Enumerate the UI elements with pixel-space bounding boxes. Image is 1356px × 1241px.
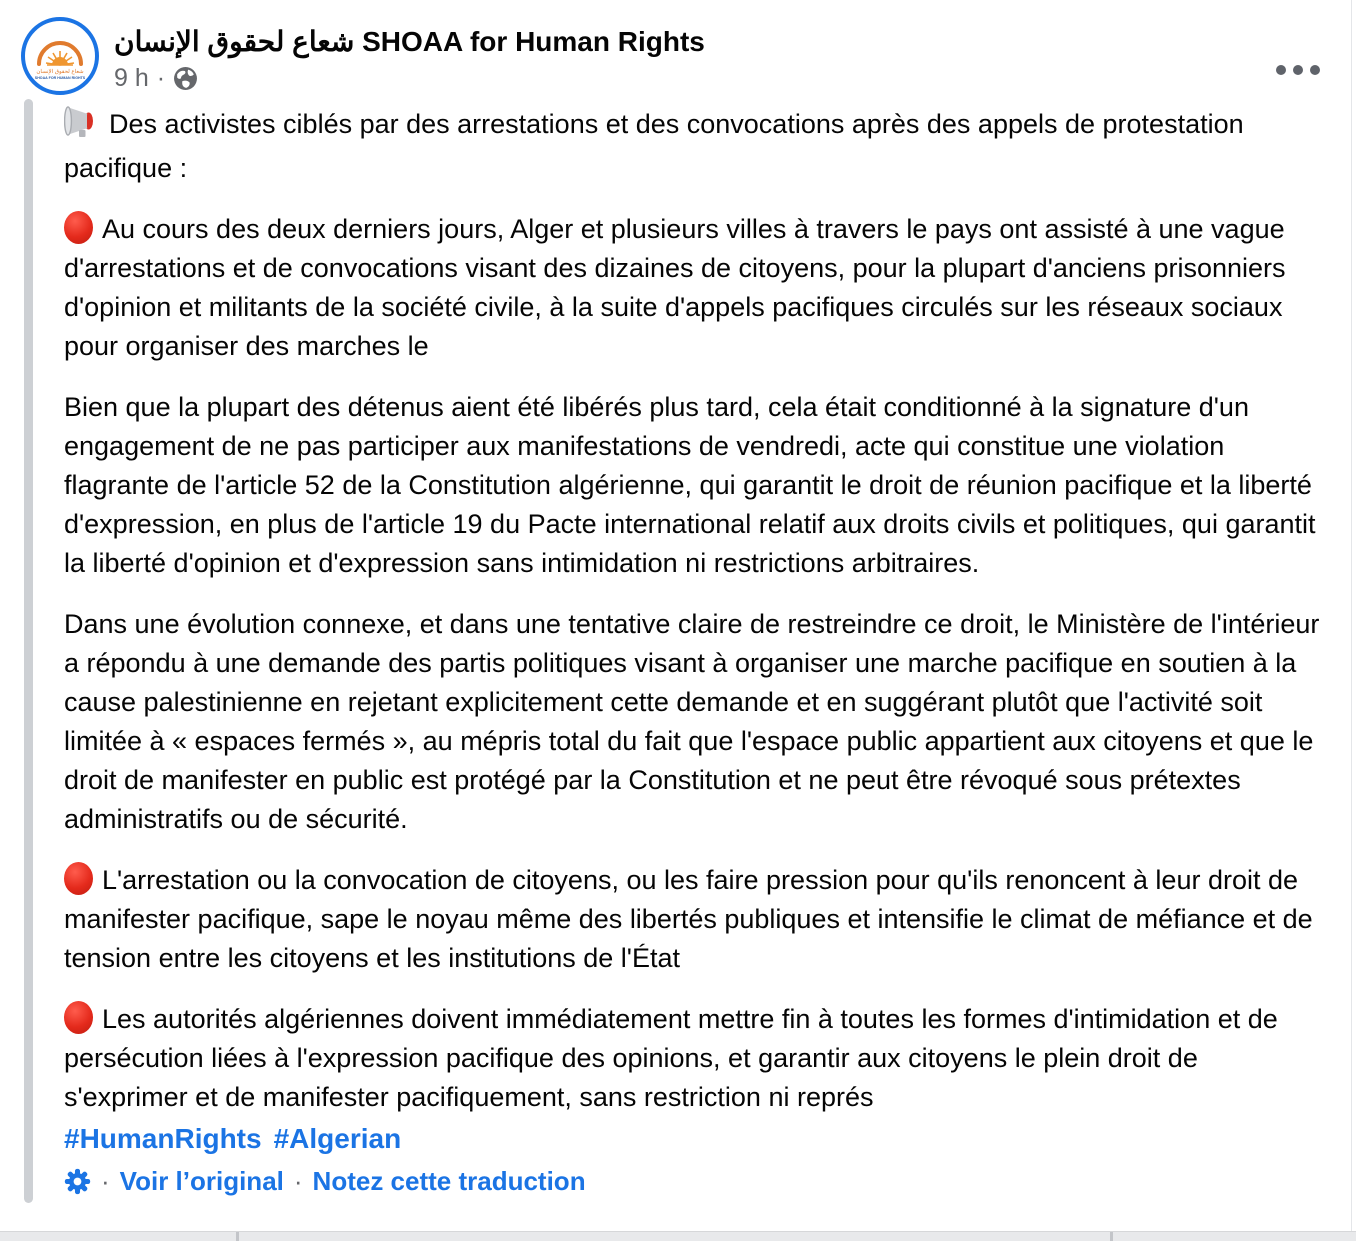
- meta-separator: ·: [156, 64, 166, 92]
- globe-icon: [173, 66, 198, 91]
- translation-separator: ·: [293, 1166, 303, 1196]
- three-dots-icon: [1310, 65, 1320, 75]
- post-text: Au cours des deux derniers jours, Alger et plusieurs villes à travers le pays ont assisté à une vague d'arrestations et de convocations visant des dizaines de citoyens, pour la plupart d'anciens prisonniers d'opinion et militants de la société civile, à la suite d'appels pacifiques circulés sur les réseaux sociaux pour organiser des marches le: [64, 214, 1286, 361]
- rate-translation-link[interactable]: Notez cette traduction: [312, 1166, 586, 1196]
- hashtag-link-humanrights[interactable]: #HumanRights: [64, 1123, 262, 1154]
- three-dots-icon: [1293, 65, 1303, 75]
- post-timestamp[interactable]: 9 h: [114, 64, 149, 92]
- post-content: [64, 104, 1324, 1197]
- scrollbar-thumb[interactable]: [24, 99, 33, 1203]
- post-paragraph: [64, 605, 1324, 839]
- hashtags-row: [64, 1119, 1324, 1159]
- translation-separator: ·: [101, 1166, 110, 1196]
- red-circle-emoji-icon: [64, 211, 93, 244]
- post-paragraph: [64, 388, 1324, 583]
- post-meta: [114, 64, 705, 93]
- loudspeaker-emoji-icon: [64, 104, 100, 149]
- red-circle-emoji-icon: [64, 862, 93, 895]
- view-original-link[interactable]: Voir l’original: [119, 1166, 284, 1196]
- post-paragraph: [64, 861, 1324, 978]
- red-circle-emoji-icon: [64, 1001, 93, 1034]
- shoaa-logo-icon: [27, 23, 93, 89]
- post-paragraph: [64, 1000, 1324, 1117]
- hashtag-link-algerian[interactable]: #Algerian: [273, 1123, 402, 1154]
- post-text: Bien que la plupart des détenus aient été libérés plus tard, cela était conditionné à la signature d'un engagement de ne pas participer aux manifestations de vendredi, acte qui constitue une violation flagrante de l'article 52 de la Constitution algérienne, qui garantit le droit de réunion pacifique et la liberté d'expression, en plus de l'article 19 du Pacte international relatif aux droits civils et politiques, qui garantit la liberté d'opinion et d'expression sans intimidation ni restrictions arbitraires.: [64, 392, 1316, 578]
- post-text: L'arrestation ou la convocation de citoyens, ou les faire pression pour qu'ils renoncent à leur droit de manifester pacifique, sape le noyau même des libertés publiques et intensifie le climat de méfiance et de tension entre les citoyens et les institutions de l'État: [64, 865, 1313, 973]
- post-options-button[interactable]: [1270, 49, 1326, 91]
- page-avatar[interactable]: [21, 17, 99, 95]
- post-paragraph: [64, 104, 1324, 188]
- post-text: Dans une évolution connexe, et dans une tentative claire de restreindre ce droit, le Ministère de l'intérieur a répondu à une demande des partis politiques visant à organiser une marche pacifique en soutien à la cause palestinienne en rejetant explicitement cette demande et en suggérant plutôt que l'activité soit limitée à « espaces fermés », au mépris total du fait que l'espace public appartient aux citoyens et que le droit de manifester en public est protégé par la Constitution et ne peut être révoqué sous prétextes administratifs ou de sécurité.: [64, 609, 1320, 834]
- three-dots-icon: [1276, 65, 1286, 75]
- avatar-arabic-text: شعاع لحقوق الإنسان: [36, 69, 84, 75]
- page-name-link[interactable]: شعاع لحقوق الإنسان SHOAA for Human Rights: [114, 26, 705, 57]
- post-paragraph: [64, 210, 1324, 366]
- post-text: Les autorités algériennes doivent immédiatement mettre fin à toutes les formes d'intimidation et de persécution liées à l'expression pacifique des opinions, et garantir aux citoyens le plein droit de s'exprimer et de manifester pacifiquement, sans restriction ni représ: [64, 1004, 1278, 1112]
- card-right-edge: [1351, 0, 1352, 1240]
- post-text: Des activistes ciblés par des arrestations et des convocations après des appels de protestation pacifique :: [64, 109, 1244, 183]
- avatar-english-text: SHOAA FOR HUMAN RIGHTS: [34, 76, 86, 80]
- post-header: [21, 17, 1336, 105]
- translation-bar: [64, 1165, 1324, 1197]
- gear-icon[interactable]: [64, 1168, 91, 1195]
